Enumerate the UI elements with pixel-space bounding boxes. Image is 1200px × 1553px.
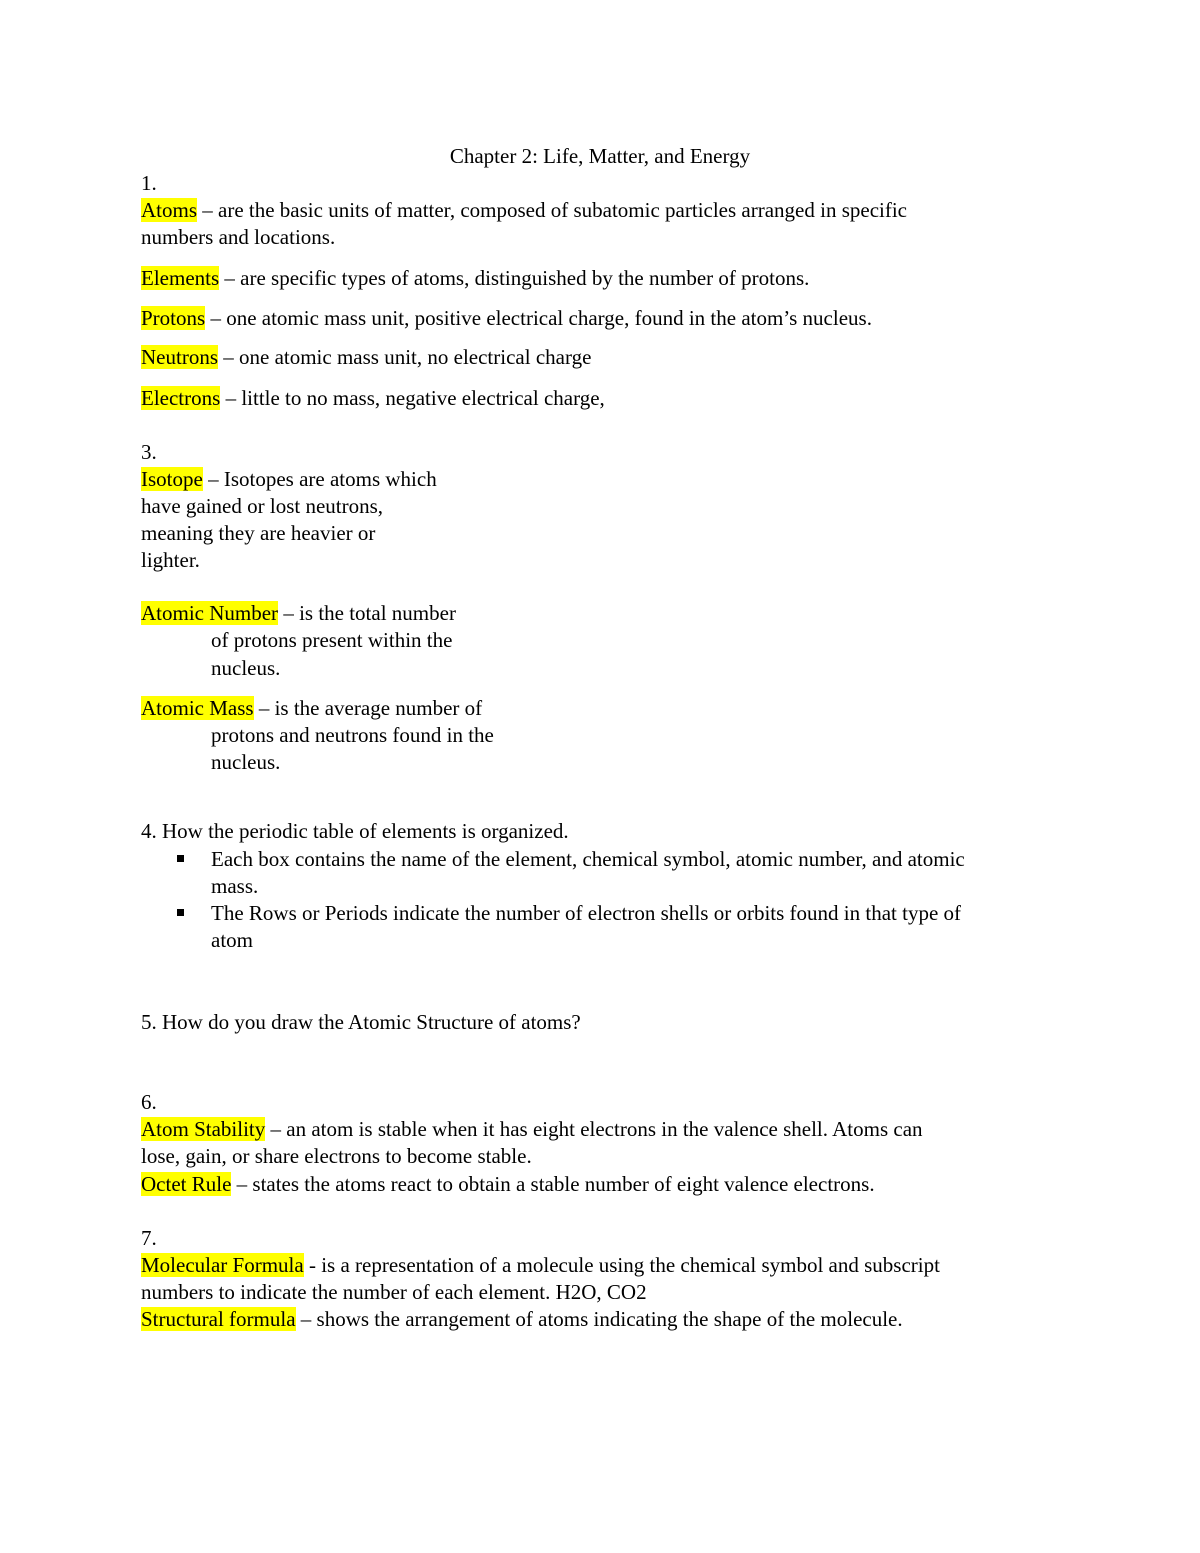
molecular-formula-text: - is a representation of a molecule using the chemical symbol and subscript <box>303 1253 940 1277</box>
structural-formula-term: Structural formula <box>141 1307 296 1331</box>
neutrons-text: – one atomic mass unit, no electrical charge <box>218 345 592 369</box>
square-bullet-icon <box>177 909 184 916</box>
octet-rule-definition <box>141 1171 875 1197</box>
electrons-definition <box>141 385 605 411</box>
atom-stability-term: Atom Stability <box>141 1117 266 1141</box>
section-3-number: 3. <box>141 440 157 464</box>
atoms-text-line2: numbers and locations. <box>141 225 336 249</box>
atom-stability-text: – an atom is stable when it has eight electrons in the valence shell. Atoms can <box>265 1117 923 1141</box>
page-title: Chapter 2: Life, Matter, and Energy <box>449 144 751 168</box>
atomic-mass-text-line2: protons and neutrons found in the <box>211 723 494 747</box>
square-bullet-icon <box>177 855 184 862</box>
isotope-definition <box>141 466 437 492</box>
atomic-number-text-line3: nucleus. <box>211 656 281 680</box>
isotope-text: – Isotopes are atoms which <box>202 467 437 491</box>
structural-formula-definition <box>141 1306 903 1332</box>
atoms-term: Atoms <box>141 198 198 222</box>
bullet-2-text-line2: atom <box>211 928 253 952</box>
molecular-formula-definition <box>141 1252 940 1278</box>
atomic-mass-text: – is the average number of <box>253 696 483 720</box>
protons-definition <box>141 305 872 331</box>
isotope-text-line4: lighter. <box>141 548 200 572</box>
bullet-1-text-line1: Each box contains the name of the element, chemical symbol, atomic number, and atomic <box>211 847 965 871</box>
electrons-text: – little to no mass, negative electrical charge, <box>220 386 605 410</box>
protons-text: – one atomic mass unit, positive electrical charge, found in the atom’s nucleus. <box>205 306 872 330</box>
section-7-number: 7. <box>141 1226 157 1250</box>
isotope-term: Isotope <box>141 467 203 491</box>
atomic-number-definition <box>141 600 456 626</box>
section-5-heading: 5. How do you draw the Atomic Structure of atoms? <box>141 1010 581 1034</box>
atomic-mass-text-line3: nucleus. <box>211 750 281 774</box>
elements-text: – are specific types of atoms, distinguished by the number of protons. <box>219 266 810 290</box>
atomic-mass-term: Atomic Mass <box>141 696 254 720</box>
octet-rule-term: Octet Rule <box>141 1172 232 1196</box>
elements-definition <box>141 265 809 291</box>
atomic-number-text: – is the total number <box>278 601 456 625</box>
bullet-2-text-line1: The Rows or Periods indicate the number of electron shells or orbits found in that type of <box>211 901 962 925</box>
isotope-text-line3: meaning they are heavier or <box>141 521 376 545</box>
elements-term: Elements <box>141 266 220 290</box>
section-1-number: 1. <box>141 171 157 195</box>
neutrons-definition <box>141 344 591 370</box>
protons-term: Protons <box>141 306 206 330</box>
atoms-text: – are the basic units of matter, composed of subatomic particles arranged in specific <box>197 198 908 222</box>
section-4-heading: 4. How the periodic table of elements is organized. <box>141 819 569 843</box>
octet-rule-text: – states the atoms react to obtain a stable number of eight valence electrons. <box>231 1172 875 1196</box>
molecular-formula-term: Molecular Formula <box>141 1253 304 1277</box>
atomic-number-term: Atomic Number <box>141 601 279 625</box>
neutrons-term: Neutrons <box>141 345 218 369</box>
structural-formula-text: – shows the arrangement of atoms indicating the shape of the molecule. <box>295 1307 903 1331</box>
electrons-term: Electrons <box>141 386 221 410</box>
isotope-text-line2: have gained or lost neutrons, <box>141 494 384 518</box>
atomic-number-text-line2: of protons present within the <box>211 628 453 652</box>
atom-stability-definition <box>141 1116 923 1142</box>
atomic-mass-definition <box>141 695 482 721</box>
molecular-formula-text-line2: numbers to indicate the number of each element. H2O, CO2 <box>141 1280 647 1304</box>
atom-stability-text-line2: lose, gain, or share electrons to become stable. <box>141 1144 532 1168</box>
section-6-number: 6. <box>141 1090 157 1114</box>
atoms-definition <box>141 197 907 223</box>
bullet-1-text-line2: mass. <box>211 874 259 898</box>
